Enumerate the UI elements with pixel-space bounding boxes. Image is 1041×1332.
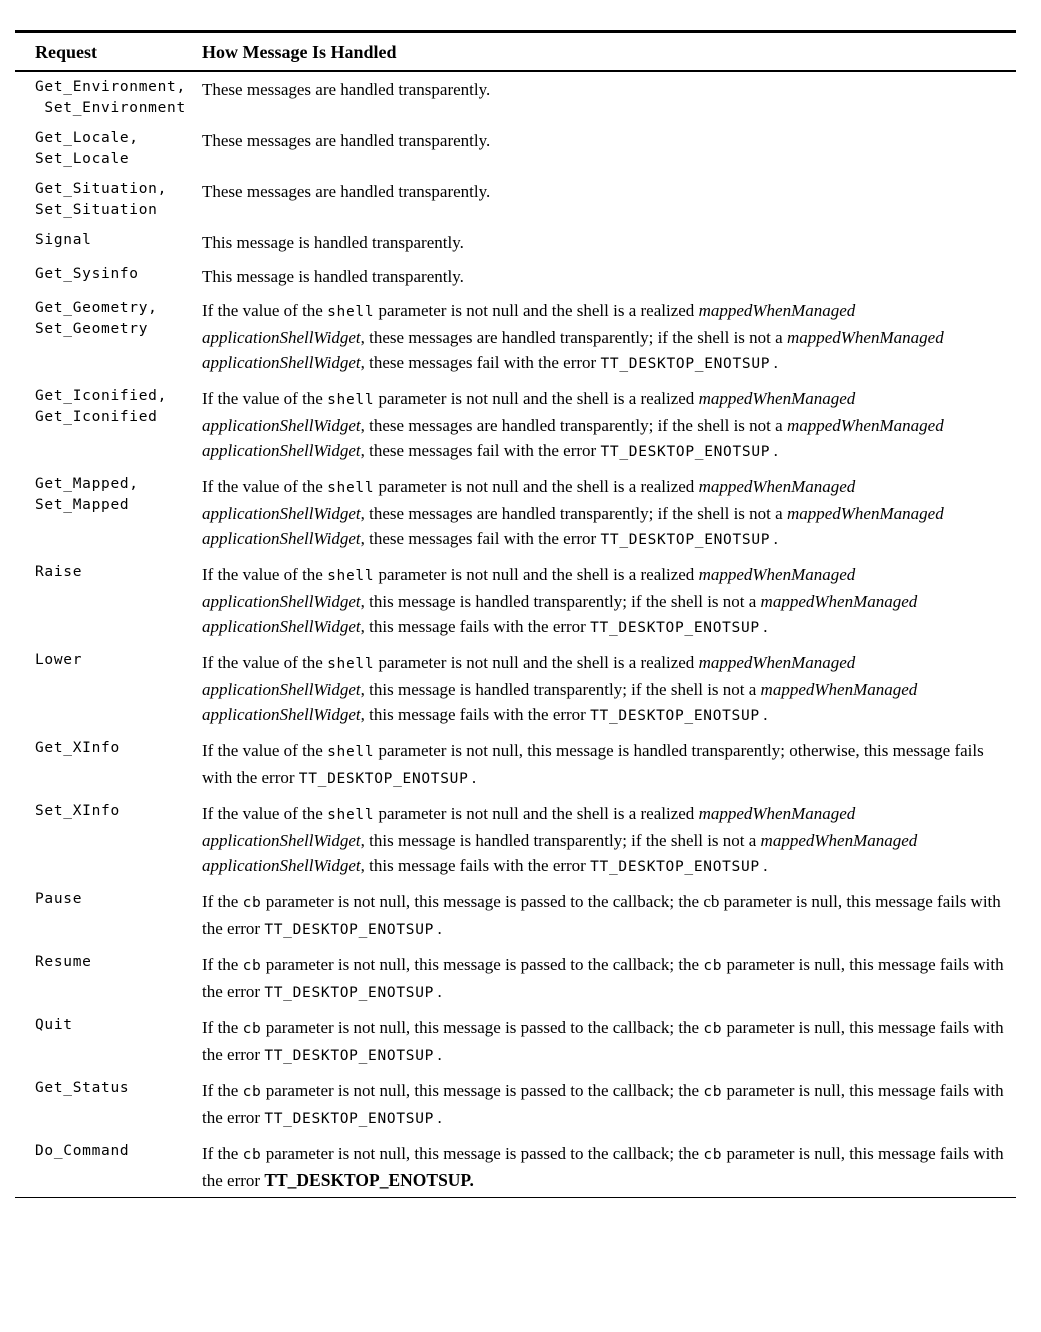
request-cell — [15, 264, 202, 285]
request-cell — [15, 801, 202, 822]
handled-cell — [202, 474, 1016, 553]
request-line: Signal — [35, 231, 92, 248]
table-header-row — [15, 33, 1016, 70]
text-segment: . — [468, 767, 477, 787]
code-span: TT_DESKTOP_ENOTSUP — [600, 443, 771, 460]
request-line: Set_Environment — [35, 99, 186, 116]
code-span: cb — [703, 1083, 723, 1100]
code-span: TT_DESKTOP_ENOTSUP — [600, 531, 771, 548]
table-row — [15, 381, 1016, 469]
handled-cell — [202, 952, 1016, 1006]
handled-cell — [202, 650, 1016, 729]
text-segment: parameter is null, this message fails with the error — [202, 1080, 1004, 1127]
handled-cell — [202, 179, 1016, 204]
request-cell — [15, 562, 202, 583]
text-segment: . — [770, 440, 778, 460]
table-row — [15, 469, 1016, 557]
handled-cell — [202, 230, 1016, 255]
request-cell — [15, 1015, 202, 1036]
request-line: Raise — [35, 563, 83, 580]
handled-cell — [202, 562, 1016, 641]
italic-widget-name: mappedWhenManaged applicationShellWidget — [202, 300, 856, 347]
text-segment: , these messages are handled transparently; if the shell is not a — [360, 327, 787, 347]
request-cell — [15, 128, 202, 170]
code-span: cb — [703, 957, 723, 974]
request-line: Get_Iconified, — [35, 387, 168, 404]
text-segment: . — [434, 1107, 442, 1127]
text-segment: , these messages are handled transparently; if the shell is not a — [360, 415, 787, 435]
request-cell — [15, 650, 202, 671]
text-segment: . — [759, 855, 768, 875]
text-segment: If the — [202, 891, 243, 911]
text-segment: , this message fails with the error — [360, 616, 591, 636]
table-row — [15, 733, 1016, 796]
text-segment: parameter is not null, this message is passed to the callback; the cb parameter is null, this message fails with the error — [202, 891, 1001, 938]
text-segment: If the — [202, 954, 243, 974]
text-segment: If the value of the — [202, 803, 328, 823]
request-cell — [15, 298, 202, 340]
request-line: Set_Geometry — [35, 320, 149, 337]
request-line: Get_Iconified — [35, 408, 158, 425]
handled-cell — [202, 298, 1016, 377]
text-segment: , this message fails with the error — [360, 855, 591, 875]
table-row — [15, 72, 1016, 123]
code-span: TT_DESKTOP_ENOTSUP — [264, 984, 435, 1001]
text-segment: , these messages fail with the error — [360, 440, 601, 460]
request-line: Set_Mapped — [35, 496, 130, 513]
handled-cell — [202, 386, 1016, 465]
text-segment: If the value of the — [202, 740, 328, 760]
code-span: cb — [703, 1146, 723, 1163]
code-span: TT_DESKTOP_ENOTSUP — [600, 355, 771, 372]
text-segment: parameter is not null, this message is passed to the callback; the — [261, 954, 704, 974]
text-segment: parameter is not null and the shell is a realized — [374, 652, 699, 672]
text-segment: If the — [202, 1080, 243, 1100]
request-line: Set_Situation — [35, 201, 158, 218]
request-line: Pause — [35, 890, 83, 907]
text-segment: . — [759, 616, 768, 636]
text-segment: parameter is not null and the shell is a realized — [374, 803, 699, 823]
request-line: Get_Locale, — [35, 129, 139, 146]
table-body — [15, 72, 1016, 1197]
request-line: Get_Geometry, — [35, 299, 158, 316]
text-segment: . — [434, 1044, 442, 1064]
request-line: Set_Locale — [35, 150, 130, 167]
text-segment: parameter is null, this message fails with the error — [202, 1017, 1004, 1064]
request-cell — [15, 889, 202, 910]
code-span: cb — [242, 957, 262, 974]
handled-cell — [202, 889, 1016, 943]
table-row — [15, 1073, 1016, 1136]
text-segment: parameter is null, this message fails with the error — [202, 954, 1004, 1001]
request-line: Get_Mapped, — [35, 475, 139, 492]
text-segment: , this message is handled transparently; if the shell is not a — [360, 591, 761, 611]
table-row — [15, 293, 1016, 381]
code-span: shell — [327, 806, 375, 823]
code-span: TT_DESKTOP_ENOTSUP — [590, 858, 760, 875]
table-row — [15, 225, 1016, 259]
code-span: cb — [242, 894, 262, 911]
italic-widget-name: mappedWhenManaged applicationShellWidget — [202, 327, 944, 372]
table-bottom-rule — [15, 1197, 1016, 1199]
italic-widget-name: mappedWhenManaged applicationShellWidget — [202, 415, 944, 460]
request-cell — [15, 1078, 202, 1099]
italic-widget-name: mappedWhenManaged applicationShellWidget — [202, 564, 856, 611]
text-segment: If the — [202, 1017, 243, 1037]
table-row — [15, 259, 1016, 293]
text-segment: These messages are handled transparently. — [202, 130, 491, 150]
bold-error-name: TT_DESKTOP_ENOTSUP. — [264, 1169, 474, 1190]
text-segment: If the value of the — [202, 388, 328, 408]
code-span: cb — [242, 1146, 262, 1163]
code-span: TT_DESKTOP_ENOTSUP — [590, 707, 760, 724]
text-segment: If the value of the — [202, 300, 328, 320]
request-cell — [15, 230, 202, 251]
request-line: Set_XInfo — [35, 802, 120, 819]
text-segment: parameter is not null and the shell is a realized — [374, 300, 699, 320]
handled-cell — [202, 738, 1016, 792]
handled-cell — [202, 1015, 1016, 1069]
request-line: Resume — [35, 953, 92, 970]
table-row — [15, 1010, 1016, 1073]
code-span: shell — [327, 743, 375, 760]
request-line: Get_XInfo — [35, 739, 120, 756]
text-segment: . — [759, 704, 768, 724]
code-span: TT_DESKTOP_ENOTSUP — [264, 1047, 435, 1064]
text-segment: . — [434, 981, 442, 1001]
table-row — [15, 174, 1016, 225]
request-line: Get_Situation, — [35, 180, 168, 197]
text-segment: parameter is not null, this message is handled transparently; otherwise, this message fails with the error — [202, 740, 984, 787]
text-segment: parameter is not null, this message is passed to the callback; the — [261, 1017, 704, 1037]
column-header-request: Request — [35, 42, 97, 62]
handled-cell — [202, 1141, 1016, 1193]
italic-widget-name: mappedWhenManaged applicationShellWidget — [202, 503, 944, 548]
table-row — [15, 645, 1016, 733]
code-span: cb — [242, 1020, 262, 1037]
text-segment: parameter is not null, this message is passed to the callback; the — [261, 1080, 704, 1100]
table-row — [15, 947, 1016, 1010]
text-segment: If the — [202, 1143, 243, 1163]
table-row — [15, 557, 1016, 645]
column-header-how-message-is-handled: How Message Is Handled — [202, 42, 397, 62]
italic-widget-name: mappedWhenManaged applicationShellWidget — [202, 679, 918, 724]
italic-widget-name: mappedWhenManaged applicationShellWidget — [202, 803, 856, 850]
code-span: TT_DESKTOP_ENOTSUP — [264, 1110, 435, 1127]
text-segment: , this message fails with the error — [360, 704, 591, 724]
code-span: cb — [242, 1083, 262, 1100]
handled-cell — [202, 128, 1016, 153]
table-row — [15, 123, 1016, 174]
request-cell — [15, 179, 202, 221]
text-segment: . — [770, 528, 778, 548]
code-span: shell — [327, 391, 375, 408]
text-segment: If the value of the — [202, 564, 328, 584]
code-span: shell — [327, 479, 375, 496]
request-cell — [15, 77, 202, 119]
code-span: TT_DESKTOP_ENOTSUP — [590, 619, 760, 636]
request-cell — [15, 738, 202, 759]
table-row — [15, 884, 1016, 947]
text-segment: . — [434, 918, 442, 938]
text-segment: This message is handled transparently. — [202, 266, 464, 286]
text-segment: parameter is not null and the shell is a realized — [374, 476, 699, 496]
code-span: TT_DESKTOP_ENOTSUP — [298, 770, 469, 787]
handled-cell — [202, 77, 1016, 102]
text-segment: If the value of the — [202, 476, 328, 496]
text-segment: , these messages fail with the error — [360, 352, 601, 372]
table-row — [15, 796, 1016, 884]
request-line: Lower — [35, 651, 83, 668]
request-line: Quit — [35, 1016, 73, 1033]
request-cell — [15, 1141, 202, 1162]
text-segment: , this message is handled transparently; if the shell is not a — [360, 830, 761, 850]
italic-widget-name: mappedWhenManaged applicationShellWidget — [202, 388, 856, 435]
request-line: Get_Sysinfo — [35, 265, 139, 282]
code-span: shell — [327, 303, 375, 320]
code-span: TT_DESKTOP_ENOTSUP — [264, 921, 435, 938]
code-span: cb — [703, 1020, 723, 1037]
request-cell — [15, 952, 202, 973]
handled-cell — [202, 1078, 1016, 1132]
text-segment: These messages are handled transparently. — [202, 79, 491, 99]
text-segment: parameter is not null, this message is passed to the callback; the — [261, 1143, 704, 1163]
text-segment: parameter is not null and the shell is a realized — [374, 564, 699, 584]
text-segment: If the value of the — [202, 652, 328, 672]
text-segment: , these messages are handled transparently; if the shell is not a — [360, 503, 787, 523]
handled-cell — [202, 264, 1016, 289]
request-cell — [15, 474, 202, 516]
italic-widget-name: mappedWhenManaged applicationShellWidget — [202, 652, 856, 699]
code-span: shell — [327, 655, 375, 672]
request-line: Do_Command — [35, 1142, 130, 1159]
text-segment: . — [770, 352, 778, 372]
text-segment: , these messages fail with the error — [360, 528, 601, 548]
text-segment: parameter is null, this message fails with the error — [202, 1143, 1004, 1190]
text-segment: This message is handled transparently. — [202, 232, 464, 252]
message-handling-table — [15, 30, 1016, 1198]
italic-widget-name: mappedWhenManaged applicationShellWidget — [202, 591, 918, 636]
request-line: Get_Status — [35, 1079, 130, 1096]
request-cell — [15, 386, 202, 428]
code-span: shell — [327, 567, 375, 584]
italic-widget-name: mappedWhenManaged applicationShellWidget — [202, 830, 918, 875]
text-segment: parameter is not null and the shell is a realized — [374, 388, 699, 408]
table-row — [15, 1136, 1016, 1197]
handled-cell — [202, 801, 1016, 880]
request-line: Get_Environment, — [35, 78, 186, 95]
text-segment: These messages are handled transparently. — [202, 181, 491, 201]
text-segment: , this message is handled transparently; if the shell is not a — [360, 679, 761, 699]
italic-widget-name: mappedWhenManaged applicationShellWidget — [202, 476, 856, 523]
